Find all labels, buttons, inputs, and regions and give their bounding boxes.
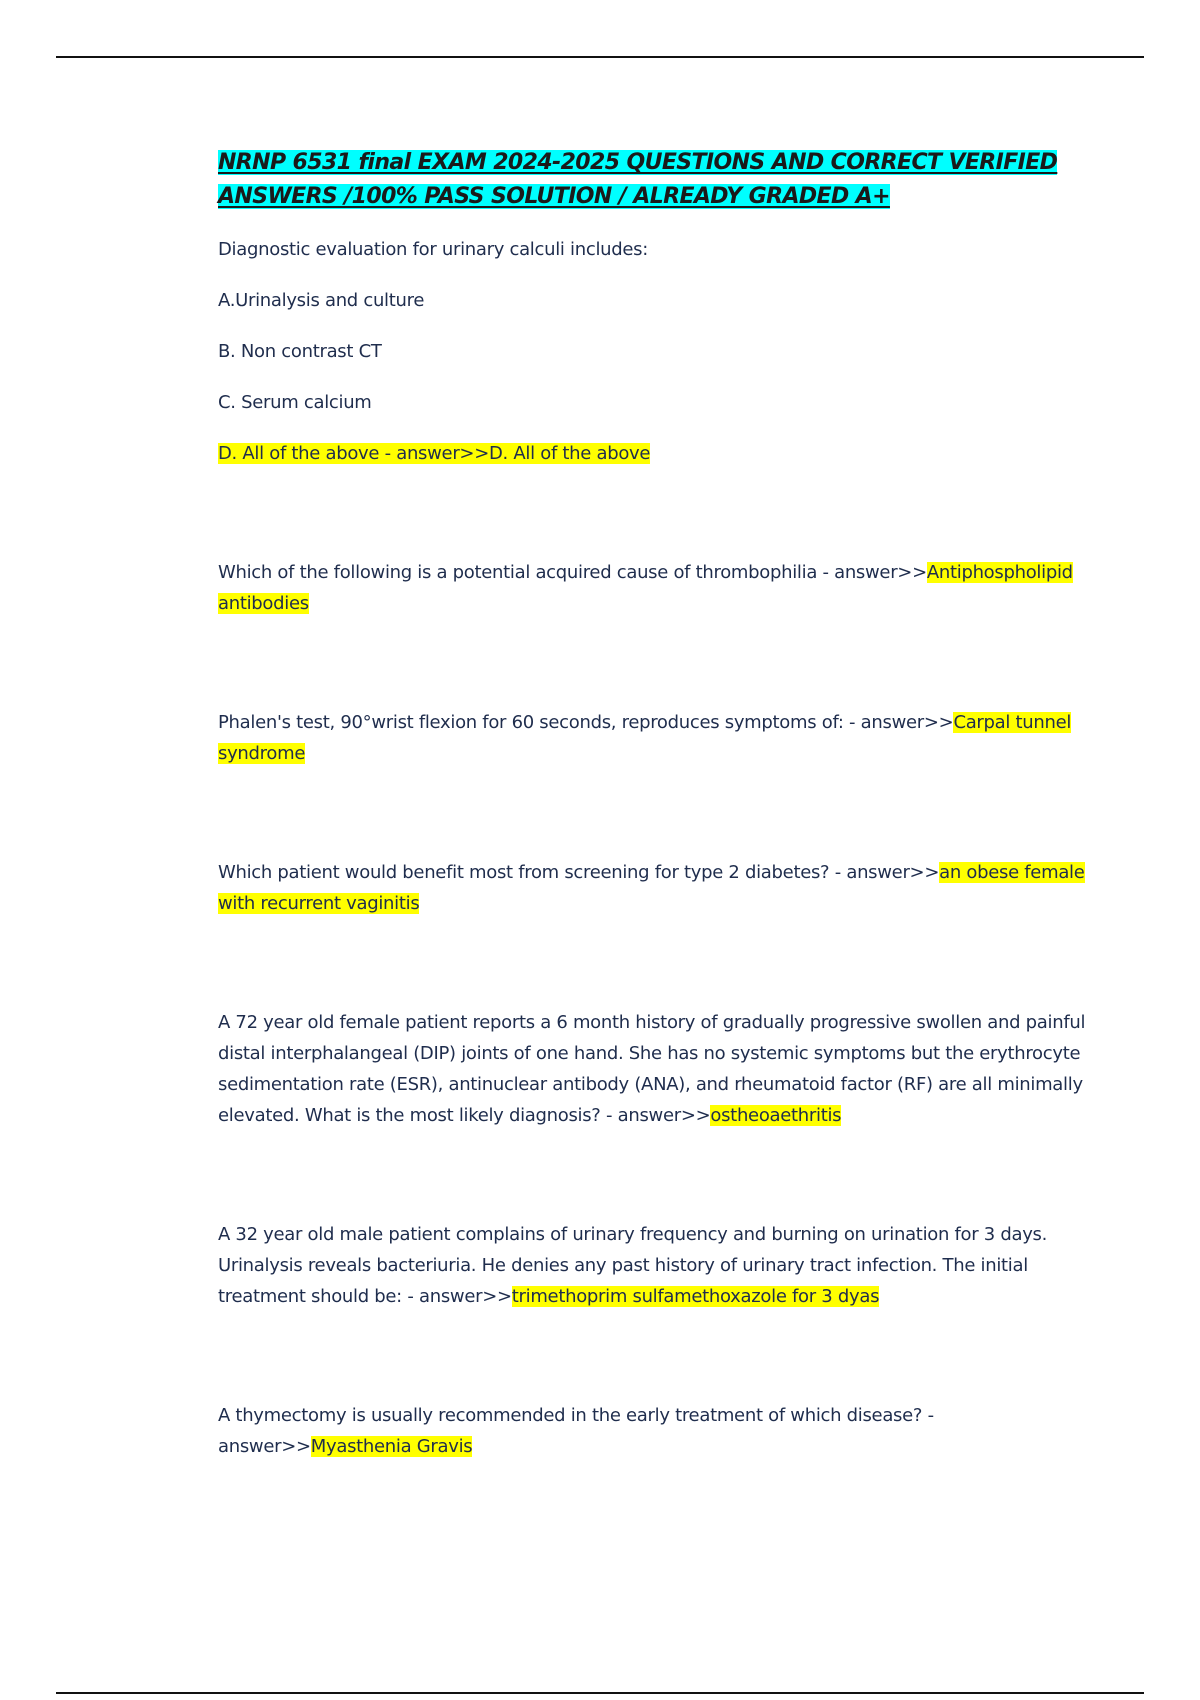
question-block-3 [218,707,1090,769]
question-text [218,707,1090,769]
question-prompt: Phalen's test, 90°wrist flexion for 60 seconds, reproduces symptoms of: - answer>> [218,712,954,733]
footer-rule [56,1692,1144,1694]
question-prompt: Which patient would benefit most from screening for type 2 diabetes? - answer>> [218,862,940,883]
document-body [218,146,1090,1462]
question-text [218,857,1090,919]
question-prompt: A thymectomy is usually recommended in the early treatment of which disease? - answer>> [218,1405,934,1457]
question-block-4 [218,857,1090,919]
document-title [218,146,1090,214]
question-text [218,1400,1090,1462]
question-text: Diagnostic evaluation for urinary calculi includes: [218,239,648,260]
header-rule [56,56,1144,58]
question-block-5 [218,1007,1090,1131]
question-text [218,557,1090,619]
answer-highlight: Myasthenia Gravis [310,1436,473,1457]
option-a: A.Urinalysis and culture [218,290,425,311]
question-text [218,1007,1090,1131]
answer-highlight: Carpal tunnel syndrome [218,712,1072,764]
question-block-7 [218,1400,1090,1462]
question-prompt: Which of the following is a potential acquired cause of thrombophilia - answer>> [218,562,927,583]
option-d-answer [218,438,1090,469]
answer-highlight: trimethoprim sulfamethoxazole for 3 dyas [511,1286,880,1307]
question-prompt: A 32 year old male patient complains of urinary frequency and burning on urination for 3 days. Urinalysis reveals bacteriuria. He denies any past history of urinary tract infection. The initial treatment should be: - answer>> [218,1224,1048,1307]
answer-highlight: Antiphospholipid antibodies [218,562,1073,614]
question-prompt: A 72 year old female patient reports a 6 month history of gradually progressive swollen and painful distal interphalangeal (DIP) joints of one hand. She has no systemic symptoms but the erythrocyte sedimentation rate (ESR), antinuclear antibody (ANA), and rheumatoid factor (RF) are all minimally elevated. What is the most likely diagnosis? - answer>> [218,1012,1086,1126]
question-text [218,1219,1090,1312]
option-b: B. Non contrast CT [218,341,382,362]
answer-highlight: D. All of the above - answer>>D. All of the above [218,443,651,464]
question-block-2 [218,557,1090,619]
question-block-6 [218,1219,1090,1312]
answer-highlight: an obese female with recurrent vaginitis [218,862,1085,914]
option-c: C. Serum calcium [218,392,372,413]
answer-highlight: ostheoaethritis [710,1105,842,1126]
title-text: NRNP 6531 final EXAM 2024-2025 QUESTIONS AND CORRECT VERIFIED ANSWERS /100% PASS SOLUTION / ALREADY GRADED A+ [218,150,1058,209]
question-block-1 [218,234,1090,469]
